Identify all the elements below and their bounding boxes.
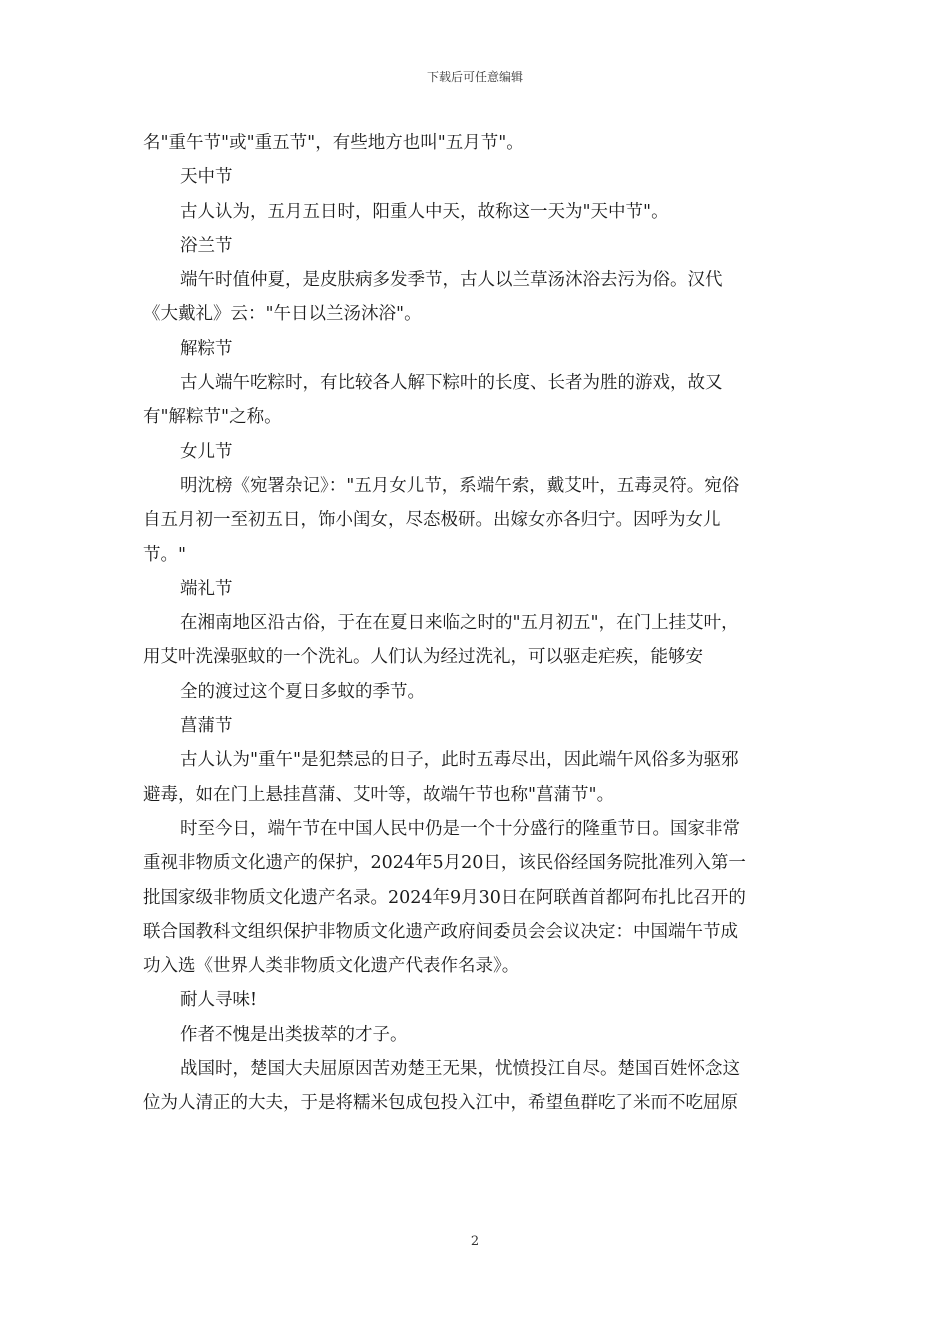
text-line: 联合国教科文组织保护非物质文化遗产政府间委员会会议决定：中国端午节成 bbox=[143, 921, 738, 942]
text-line: 古人认为"重午"是犯禁忌的日子，此时五毒尽出，因此端午风俗多为驱邪 bbox=[180, 750, 739, 771]
text-line: 战国时，楚国大夫屈原因苦劝楚王无果，忧愤投江自尽。楚国百姓怀念这 bbox=[180, 1059, 740, 1080]
text-line: 端礼节 bbox=[180, 578, 233, 599]
text-line: 功入选《世界人类非物质文化遗产代表作名录》。 bbox=[143, 956, 520, 977]
text-line: 《大戴礼》云："午日以兰汤沐浴"。 bbox=[143, 304, 422, 325]
document-body bbox=[143, 126, 807, 1121]
text-line: 名"重午节"或"重五节"，有些地方也叫"五月节"。 bbox=[143, 133, 524, 153]
text-line: 耐人寻味! bbox=[180, 990, 258, 1011]
text-line: 菖蒲节 bbox=[180, 716, 233, 737]
text-line: 批国家级非物质文化遗产名录。2024年9月30日在阿联酋首都阿布扎比召开的 bbox=[143, 887, 746, 908]
text-line: 有"解粽节"之称。 bbox=[143, 407, 282, 428]
text-line: 明沈榜《宛署杂记》："五月女儿节，系端午索，戴艾叶，五毒灵符。宛俗 bbox=[180, 475, 740, 496]
text-line: 解粽节 bbox=[180, 338, 233, 359]
text-line: 自五月初一至初五日，饰小闺女，尽态极研。出嫁女亦各归宁。因呼为女儿 bbox=[143, 510, 721, 531]
text-line: 重视非物质文化遗产的保护，2024年5月20日，该民俗经国务院批准列入第一 bbox=[143, 853, 746, 874]
text-line: 古人端午吃粽时，有比较各人解下粽叶的长度、长者为胜的游戏，故又 bbox=[180, 373, 723, 394]
text-line: 浴兰节 bbox=[180, 235, 233, 256]
text-line: 古人认为，五月五日时，阳重人中天，故称这一天为"天中节"。 bbox=[180, 201, 669, 222]
text-line: 在湘南地区沿古俗，于在在夏日来临之时的"五月初五"，在门上挂艾叶， bbox=[180, 613, 739, 634]
page-header: 下载后可任意编辑 bbox=[426, 70, 523, 84]
text-line: 女儿节 bbox=[180, 441, 233, 462]
text-line: 位为人清正的大夫，于是将糯米包成包投入江中，希望鱼群吃了米而不吃屈原 bbox=[143, 1093, 738, 1114]
text-line: 端午时值仲夏，是皮肤病多发季节，古人以兰草汤沐浴去污为俗。汉代 bbox=[180, 270, 723, 291]
page-number: 2 bbox=[470, 1234, 480, 1249]
text-line: 时至今日，端午节在中国人民中仍是一个十分盛行的隆重节日。国家非常 bbox=[180, 818, 740, 839]
text-line: 作者不愧是出类拔萃的才子。 bbox=[180, 1024, 408, 1045]
text-line: 全的渡过这个夏日多蚊的季节。 bbox=[180, 681, 425, 702]
text-line: 天中节 bbox=[180, 167, 233, 188]
text-line: 用艾叶洗澡驱蚊的一个洗礼。人们认为经过洗礼，可以驱走疟疾，能够安 bbox=[143, 647, 703, 668]
text-line: 避毒，如在门上悬挂菖蒲、艾叶等，故端午节也称"菖蒲节"。 bbox=[143, 784, 615, 805]
text-line: 节。" bbox=[143, 544, 187, 565]
